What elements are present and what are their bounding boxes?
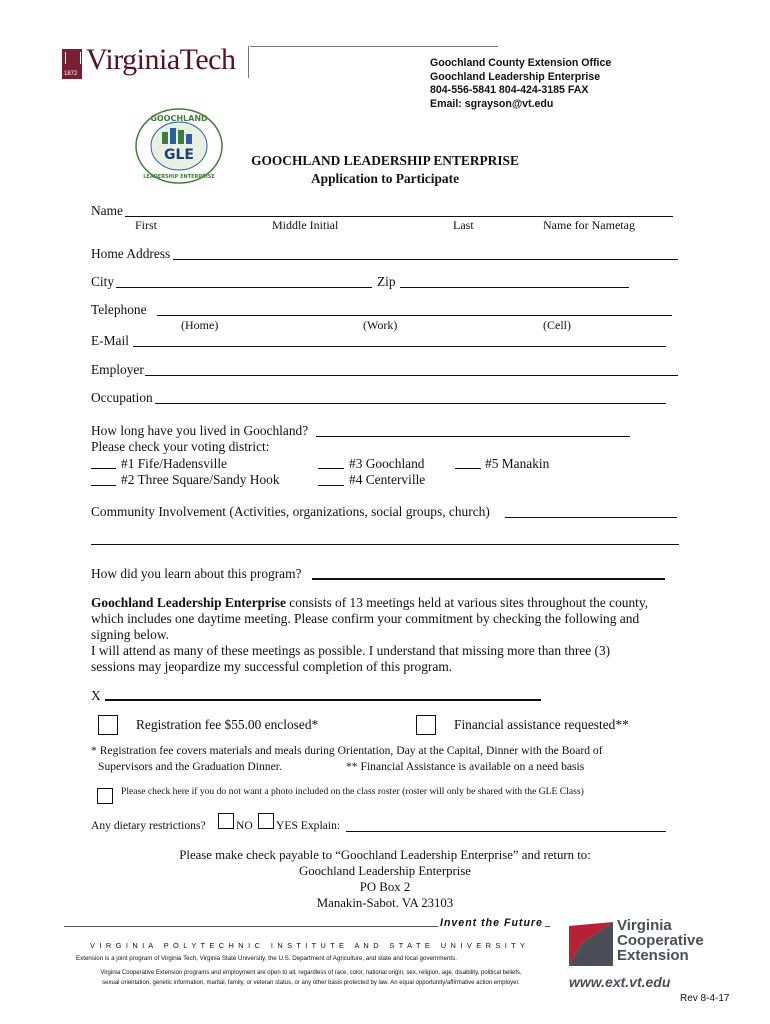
fee-note-line-2: Supervisors and the Graduation Dinner. <box>98 760 282 773</box>
name-sub-nametag: Name for Nametag <box>543 218 635 232</box>
vce-line-3: Extension <box>617 947 689 964</box>
employer-label: Employer <box>91 362 144 377</box>
revision-label: Rev 8-4-17 <box>680 993 730 1004</box>
commitment-program-name: Goochland Leadership Enterprise <box>91 595 286 610</box>
footer-university: V I R G I N I A P O L Y T E C H N I C I N S T I T U T E A N D S T A T E U N I V E R S I T Y <box>90 941 526 950</box>
signature-label: X <box>91 688 101 703</box>
city-field[interactable] <box>116 287 372 288</box>
dietary-no-label: NO <box>236 819 253 832</box>
email-field[interactable] <box>133 346 666 347</box>
dietary-label: Any dietary restrictions? <box>91 819 206 832</box>
footer-eeo-line-1: Virginia Cooperative Extension programs and employment are open to all, regardless of race, color, national origin, sex, religion, age, disability, political beliefs, <box>100 970 522 976</box>
years-question: How long have you lived in Goochland? <box>91 423 309 438</box>
email-label: E-Mail <box>91 333 129 348</box>
footer-slogan: Invent the Future <box>440 917 543 929</box>
payment-instructions <box>0 847 770 911</box>
virginia-tech-logo <box>62 43 244 80</box>
tel-sub-cell: (Cell) <box>543 318 571 332</box>
commitment-line-4: I will attend as many of these meetings as possible. I understand that missing more than three (3) <box>91 643 611 658</box>
zip-label: Zip <box>377 274 396 289</box>
gle-logo-top-text: GOOCHLAND <box>150 114 208 123</box>
community-label: Community Involvement (Activities, organizations, social groups, church) <box>91 504 490 519</box>
tel-sub-work: (Work) <box>363 318 398 332</box>
vce-line-1: Virginia <box>617 917 672 934</box>
vce-url: www.ext.vt.edu <box>569 974 671 990</box>
photo-optout-checkbox[interactable] <box>97 788 113 804</box>
commitment-line-1: consists of 13 meetings held at various sites throughout the county, <box>285 595 649 610</box>
form-title: GOOCHLAND LEADERSHIP ENTERPRISE <box>251 153 519 168</box>
payment-line-1: Please make check payable to “Goochland Leadership Enterprise” and return to: <box>179 848 591 862</box>
occupation-field[interactable] <box>155 403 666 404</box>
dietary-yes-label: YES Explain: <box>276 819 341 832</box>
district-3-blank[interactable] <box>318 468 344 469</box>
district-2-label: #2 Three Square/Sandy Hook <box>121 472 280 487</box>
community-field-continued[interactable] <box>91 544 679 545</box>
gle-logo-bottom-text: LEADERSHIP ENTERPRISE <box>143 174 215 180</box>
zip-field[interactable] <box>400 287 629 288</box>
photo-optout-label: Please check here if you do not want a photo included on the class roster (roster will only be shared with the GLE Class) <box>121 786 584 797</box>
district-prompt: Please check your voting district: <box>91 439 270 454</box>
name-sub-middle: Middle Initial <box>272 218 339 232</box>
registration-fee-checkbox[interactable] <box>98 715 118 735</box>
years-field[interactable] <box>316 436 630 437</box>
payment-line-3: PO Box 2 <box>359 880 411 894</box>
telephone-label: Telephone <box>91 302 147 317</box>
vt-wordmark: VirginiaTech <box>86 43 236 76</box>
district-1-label: #1 Fife/Hadensville <box>121 456 227 471</box>
financial-assistance-note: ** Financial Assistance is available on a need basis <box>346 760 585 773</box>
telephone-field[interactable] <box>157 315 672 316</box>
district-3-label: #3 Goochland <box>349 456 425 471</box>
financial-assistance-checkbox[interactable] <box>416 715 436 735</box>
name-sub-first: First <box>135 218 158 232</box>
signature-field[interactable] <box>105 699 541 701</box>
header-divider-vertical <box>248 46 249 78</box>
occupation-label: Occupation <box>91 390 153 405</box>
form-subtitle: Application to Participate <box>310 171 460 186</box>
commitment-line-3: signing below. <box>91 627 169 642</box>
gle-logo-mid-text: GLE <box>164 147 194 163</box>
learn-label: How did you learn about this program? <box>91 566 302 581</box>
payment-line-4: Manakin-Sabot. VA 23103 <box>316 896 454 910</box>
office-program: Goochland Leadership Enterprise <box>430 70 601 83</box>
payment-line-2: Goochland Leadership Enterprise <box>299 864 471 878</box>
dietary-yes-checkbox[interactable] <box>258 813 274 829</box>
commitment-line-5: sessions may jeopardize my successful completion of this program. <box>91 659 453 674</box>
name-label: Name <box>91 203 123 218</box>
office-phone: 804-556-5841 804-424-3185 FAX <box>430 84 589 96</box>
footer-joint-program: Extension is a joint program of Virginia Tech, Virginia State University, the U.S. Department of Agriculture, and state and local governments. <box>76 955 457 962</box>
dietary-explain-field[interactable] <box>346 831 666 832</box>
district-5-label: #5 Manakin <box>485 456 550 471</box>
home-address-label: Home Address <box>91 246 171 261</box>
district-1-blank[interactable] <box>91 468 116 469</box>
name-field[interactable] <box>125 216 673 217</box>
financial-assistance-label: Financial assistance requested** <box>454 717 629 732</box>
vce-mark-icon <box>567 920 617 968</box>
commitment-line-2: which includes one daytime meeting. Please confirm your commitment by checking the following and <box>91 611 640 626</box>
tel-sub-home: (Home) <box>181 318 219 332</box>
vce-line-2: Cooperative <box>617 932 704 949</box>
office-email: Email: sgrayson@vt.edu <box>430 97 554 110</box>
registration-fee-label: Registration fee $55.00 enclosed* <box>136 717 319 732</box>
footer-eeo-line-2: sexual orientation, genetic information, marital, family, or veteran status, or any other basis protected by law. An equal opportunity/affirmative action employer. <box>102 980 520 986</box>
district-5-blank[interactable] <box>455 468 481 469</box>
home-address-field[interactable] <box>173 259 678 260</box>
district-4-label: #4 Centerville <box>349 472 426 487</box>
employer-field[interactable] <box>145 375 678 376</box>
learn-field[interactable] <box>312 578 665 580</box>
district-4-blank[interactable] <box>318 485 344 486</box>
dietary-no-checkbox[interactable] <box>218 813 234 829</box>
vce-logo <box>567 916 717 996</box>
office-name: Goochland County Extension Office <box>430 57 612 69</box>
district-2-blank[interactable] <box>91 485 116 486</box>
name-sub-last: Last <box>453 218 474 232</box>
commitment-paragraph <box>91 595 691 675</box>
office-contact-block <box>430 57 611 111</box>
community-field[interactable] <box>505 517 677 518</box>
header-divider-horizontal <box>250 46 498 47</box>
vt-seal-icon: 1872 <box>62 49 82 79</box>
fee-note-line-1: * Registration fee covers materials and meals during Orientation, Day at the Capital, Dinner with the Board of <box>91 744 603 757</box>
city-label: City <box>91 274 115 289</box>
